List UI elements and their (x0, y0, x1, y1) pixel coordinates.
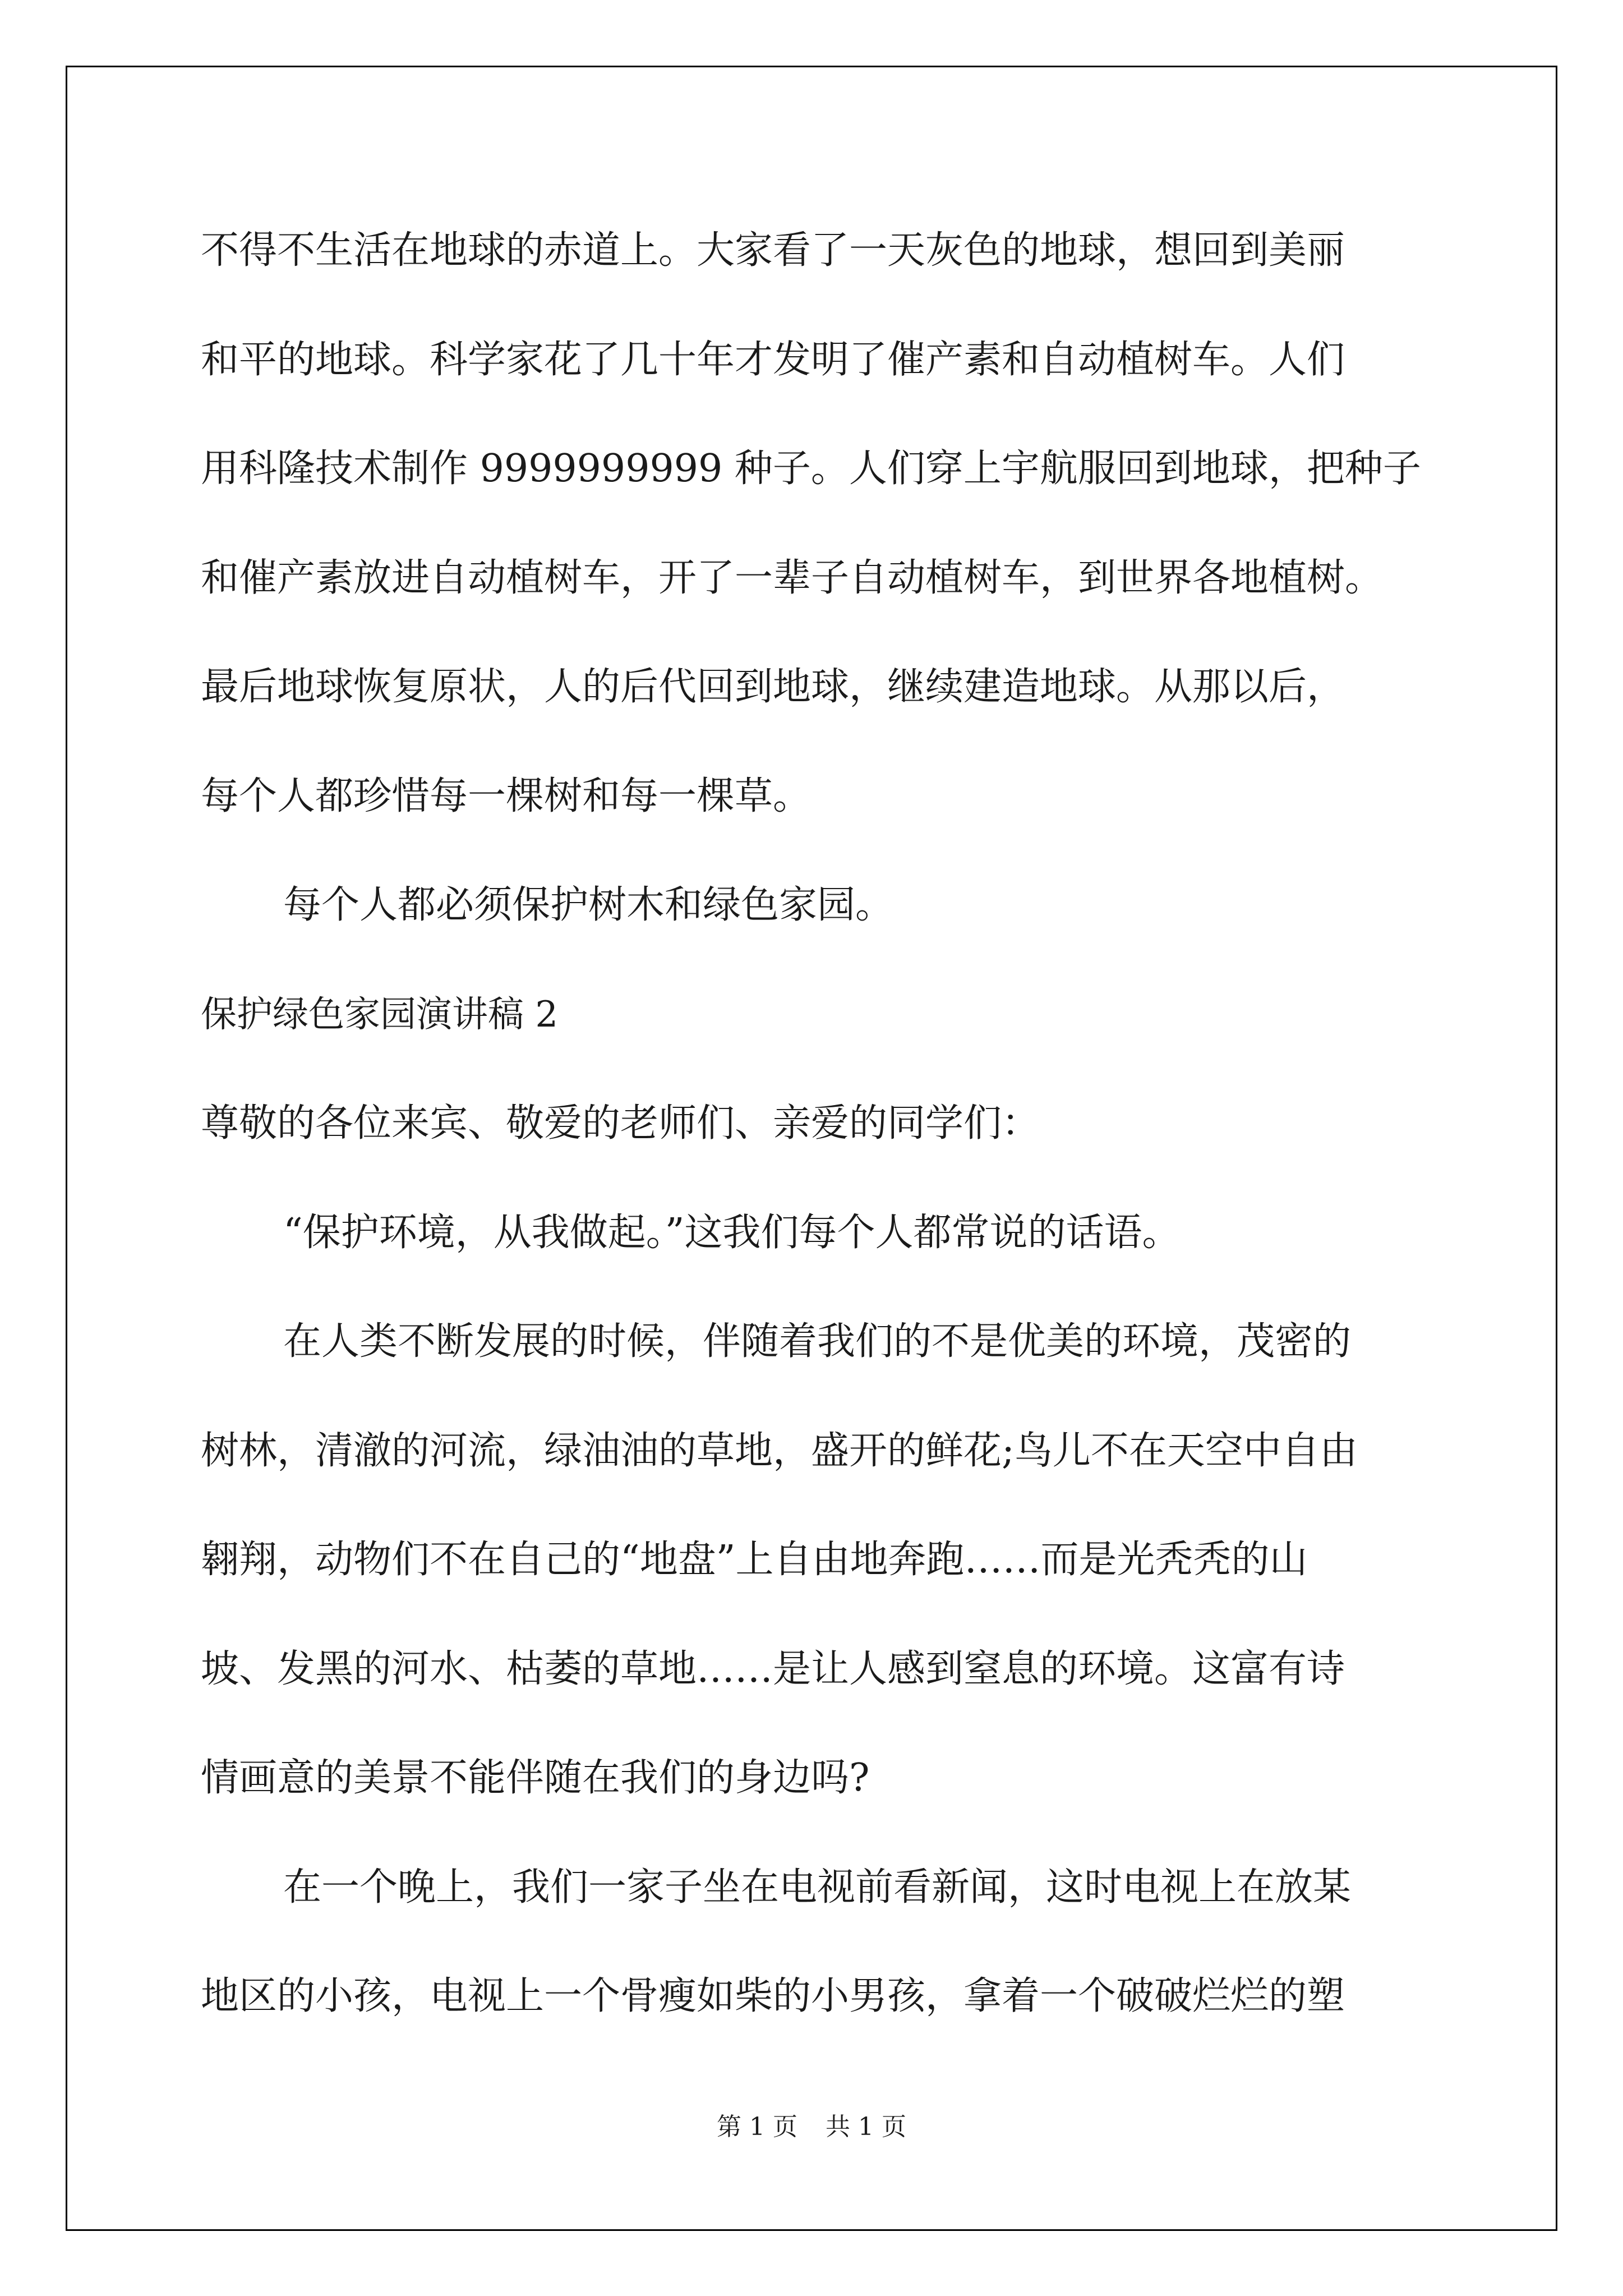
paragraph-line: 每个人都必须保护树木和绿色家园。 (283, 883, 894, 927)
paragraph-line: 在人类不断发展的时候，伴随着我们的不是优美的环境，茂密的 (283, 1319, 1352, 1364)
text-line: 最后地球恢复原状，人的后代回到地球，继续建造地球。从那以后， (201, 665, 1345, 709)
text-line: 树林，清澈的河流，绿油油的草地，盛开的鲜花;鸟儿不在天空中自由 (201, 1429, 1358, 1473)
salutation-line: 尊敬的各位来宾、敬爱的老师们、亲爱的同学们： (201, 1101, 1040, 1145)
text-line: 和平的地球。科学家花了几十年才发明了催产素和自动植树车。人们 (201, 338, 1345, 382)
paragraph-line: 在一个晚上，我们一家子坐在电视前看新闻，这时电视上在放某 (283, 1865, 1352, 1910)
page-footer (0, 2112, 1623, 2142)
text-line: 和催产素放进自动植树车，开了一辈子自动植树车，到世界各地植树。 (201, 556, 1384, 600)
text-line: 不得不生活在地球的赤道上。大家看了一天灰色的地球，想回到美丽 (201, 228, 1345, 273)
paragraph-line: “保护环境，从我做起。”这我们每个人都常说的话语。 (283, 1211, 1181, 1255)
text-line: 坡、发黑的河水、枯萎的草地……是让人感到窒息的环境。这富有诗 (201, 1647, 1345, 1691)
text-line: 每个人都珍惜每一棵树和每一棵草。 (201, 774, 811, 818)
text-line: 用科隆技术制作 9999999999 种子。人们穿上宇航服回到地球，把种子 (201, 447, 1421, 491)
page-total: 共 1 页 (826, 2113, 906, 2141)
text-line: 翱翔，动物们不在自己的“地盘”上自由地奔跑……而是光秃秃的山 (201, 1538, 1308, 1582)
page-number: 第 1 页 (717, 2113, 797, 2141)
text-line: 情画意的美景不能伴随在我们的身边吗? (201, 1756, 870, 1800)
section-heading: 保护绿色家园演讲稿 2 (201, 994, 559, 1036)
text-line: 地区的小孩，电视上一个骨瘦如柴的小男孩，拿着一个破破烂烂的塑 (201, 1974, 1345, 2018)
